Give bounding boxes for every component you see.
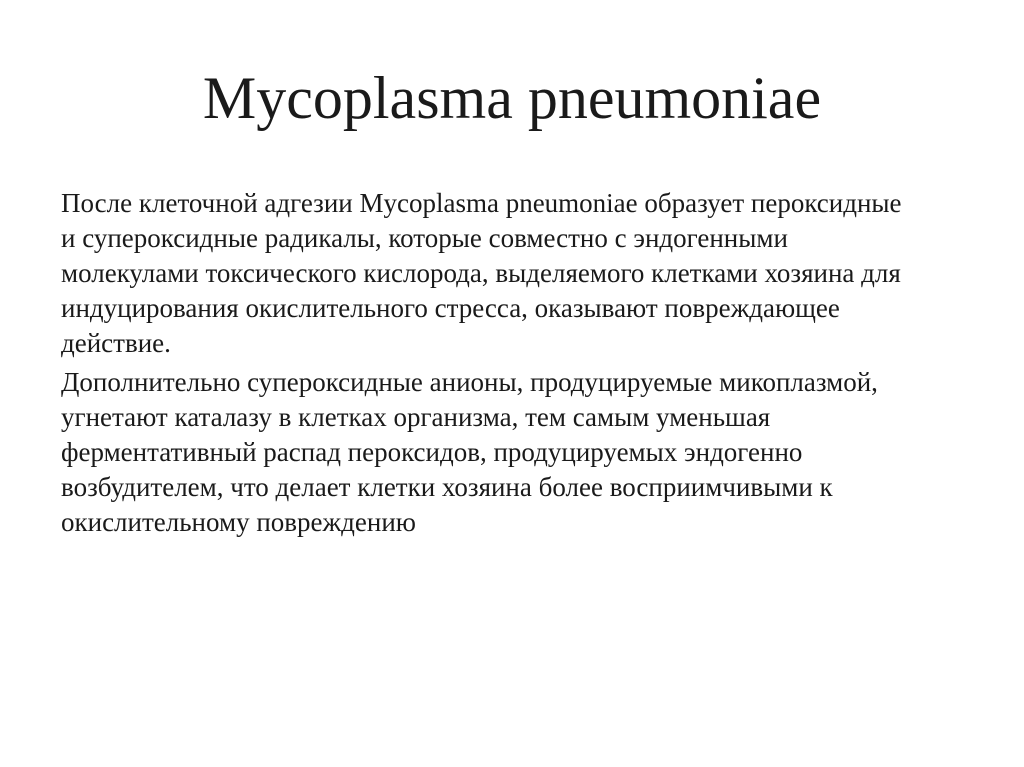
paragraph-line: и супероксидные радикалы, которые совместно с эндогенными — [61, 223, 788, 253]
paragraph-line: индуцирования окислительного стресса, оказывают повреждающее — [61, 293, 840, 323]
paragraph-line: действие. — [61, 328, 171, 358]
paragraph-line: ферментативный распад пероксидов, продуцируемых эндогенно — [61, 437, 803, 467]
slide-title: Mycoplasma pneumoniae — [202, 65, 822, 131]
paragraph-line: окислительному повреждению — [61, 507, 416, 537]
slide-body — [61, 186, 961, 544]
paragraph-line: После клеточной адгезии Mycoplasma pneumoniae образует пероксидные — [61, 188, 902, 218]
paragraph-line: угнетают каталазу в клетках организма, тем самым уменьшая — [61, 402, 771, 432]
paragraph-adhesion — [61, 186, 961, 361]
paragraph-line: Дополнительно супероксидные анионы, продуцируемые микоплазмой, — [61, 367, 878, 397]
paragraph-line: молекулами токсического кислорода, выделяемого клетками хозяина для — [61, 258, 901, 288]
paragraph-line: возбудителем, что делает клетки хозяина более восприимчивыми к — [61, 472, 833, 502]
paragraph-superoxide — [61, 365, 961, 540]
